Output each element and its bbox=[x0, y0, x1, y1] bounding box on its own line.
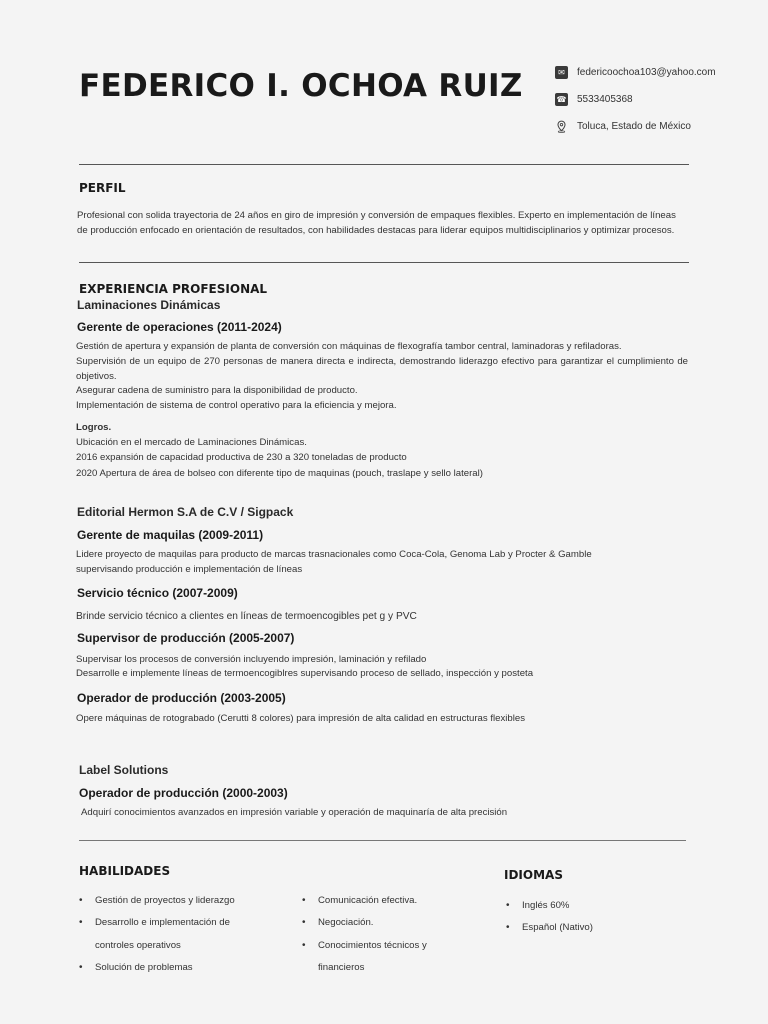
job1-line2: Supervisión de un equipo de 270 personas de manera directa e indirecta, demostrando liderazgo efectivo para garantizar el cumplimiento de objetivos. bbox=[76, 356, 688, 382]
job2-role4-line1: Opere máquinas de rotograbado (Cerutti 8 colores) para impresión de alta calidad en estructuras flexibles bbox=[76, 713, 526, 724]
skill-item: • Desarrollo e implementación de bbox=[79, 912, 279, 934]
profile-divider bbox=[79, 262, 689, 263]
role-gerente-maquilas: Gerente de maquilas (2009-2011) bbox=[77, 528, 264, 542]
company-laminaciones: Laminaciones Dinámicas bbox=[77, 298, 221, 312]
skill-item: • Conocimientos técnicos y bbox=[302, 935, 472, 957]
job1-line3: Asegurar cadena de suministro para la disponibilidad de producto. bbox=[76, 385, 358, 396]
phone-icon: ☎ bbox=[555, 93, 568, 106]
achievement-2: 2016 expansión de capacidad productiva de 230 a 320 toneladas de producto bbox=[76, 452, 407, 463]
achievement-3: 2020 Apertura de área de bolseo con diferente tipo de maquinas (pouch, traslape y sello lateral) bbox=[76, 468, 483, 479]
header-divider bbox=[79, 164, 689, 165]
job2-role1-line2: supervisando producción e implementación de líneas bbox=[76, 564, 303, 575]
skills-column-2 bbox=[302, 890, 472, 979]
role-gerente-operaciones: Gerente de operaciones (2011-2024) bbox=[77, 320, 282, 334]
location-text: Toluca, Estado de México bbox=[577, 121, 691, 132]
job2-role2-line1: Brinde servicio técnico a clientes en líneas de termoencogibles pet g y PVC bbox=[76, 611, 417, 622]
achievement-1: Ubicación en el mercado de Laminaciones Dinámicas. bbox=[76, 437, 307, 448]
email-icon: ✉ bbox=[555, 66, 568, 79]
job1-line4: Implementación de sistema de control operativo para la eficiencia y mejora. bbox=[76, 400, 397, 411]
job2-role3-line2: Desarrolle e implemente líneas de termoencogiblres supervisando proceso de sellado, inspección y posteta bbox=[76, 668, 534, 679]
skill-item: • Comunicación efectiva. bbox=[302, 890, 472, 912]
skills-column-1 bbox=[79, 890, 279, 979]
contact-location bbox=[555, 120, 691, 133]
role-operador-2000: Operador de producción (2000-2003) bbox=[79, 786, 288, 800]
job3-line1: Adquirí conocimientos avanzados en impresión variable y operación de maquinaría de alta precisión bbox=[81, 807, 508, 818]
profile-text: Profesional con solida trayectoria de 24 años en giro de impresión y conversión de empaques flexibles. Experto en implementación de líneas de producción enfocado en orientación de resultados, con habilidades destacas para liderar equipos multidisciplinarios y optimizar procesos. bbox=[77, 210, 676, 236]
role-servicio-tecnico: Servicio técnico (2007-2009) bbox=[77, 586, 238, 600]
skill-item: • Gestión de proyectos y liderazgo bbox=[79, 890, 279, 912]
languages-heading: IDIOMAS bbox=[504, 868, 563, 882]
role-operador-2003: Operador de producción (2003-2005) bbox=[77, 691, 286, 705]
skill-item-continued: financieros bbox=[318, 961, 365, 973]
job1-line1: Gestión de apertura y expansión de planta de conversión con máquinas de flexografía tambor central, laminadoras y refiladoras. bbox=[76, 341, 622, 352]
skill-item: • Solución de problemas bbox=[79, 957, 279, 979]
role-supervisor-produccion: Supervisor de producción (2005-2007) bbox=[77, 631, 295, 645]
email-text: federicoochoa103@yahoo.com bbox=[577, 67, 716, 78]
achievements-label: Logros. bbox=[76, 422, 112, 433]
skill-item-continued: controles operativos bbox=[95, 939, 181, 951]
skills-heading: HABILIDADES bbox=[79, 864, 171, 878]
company-editorial-hermon: Editorial Hermon S.A de C.V / Sigpack bbox=[77, 505, 294, 519]
profile-heading: PERFIL bbox=[79, 181, 126, 195]
languages-list bbox=[506, 895, 686, 940]
experience-divider bbox=[79, 840, 686, 841]
company-label-solutions: Label Solutions bbox=[79, 763, 169, 777]
language-item: • Inglés 60% bbox=[506, 895, 686, 917]
location-pin-icon bbox=[555, 120, 568, 133]
phone-text: 5533405368 bbox=[577, 94, 633, 105]
language-item: • Español (Nativo) bbox=[506, 917, 686, 939]
contact-phone bbox=[555, 93, 633, 106]
candidate-name: FEDERICO I. OCHOA RUIZ bbox=[79, 68, 523, 104]
skill-item: • Negociación. bbox=[302, 912, 472, 934]
job2-role1-line1: Lidere proyecto de maquilas para producto de marcas trasnacionales como Coca-Cola, Genoma Lab y Procter & Gamble bbox=[76, 549, 592, 560]
experience-heading: EXPERIENCIA PROFESIONAL bbox=[79, 282, 268, 296]
job2-role3-line1: Supervisar los procesos de conversión incluyendo impresión, laminación y refilado bbox=[76, 654, 427, 665]
contact-email bbox=[555, 66, 716, 79]
